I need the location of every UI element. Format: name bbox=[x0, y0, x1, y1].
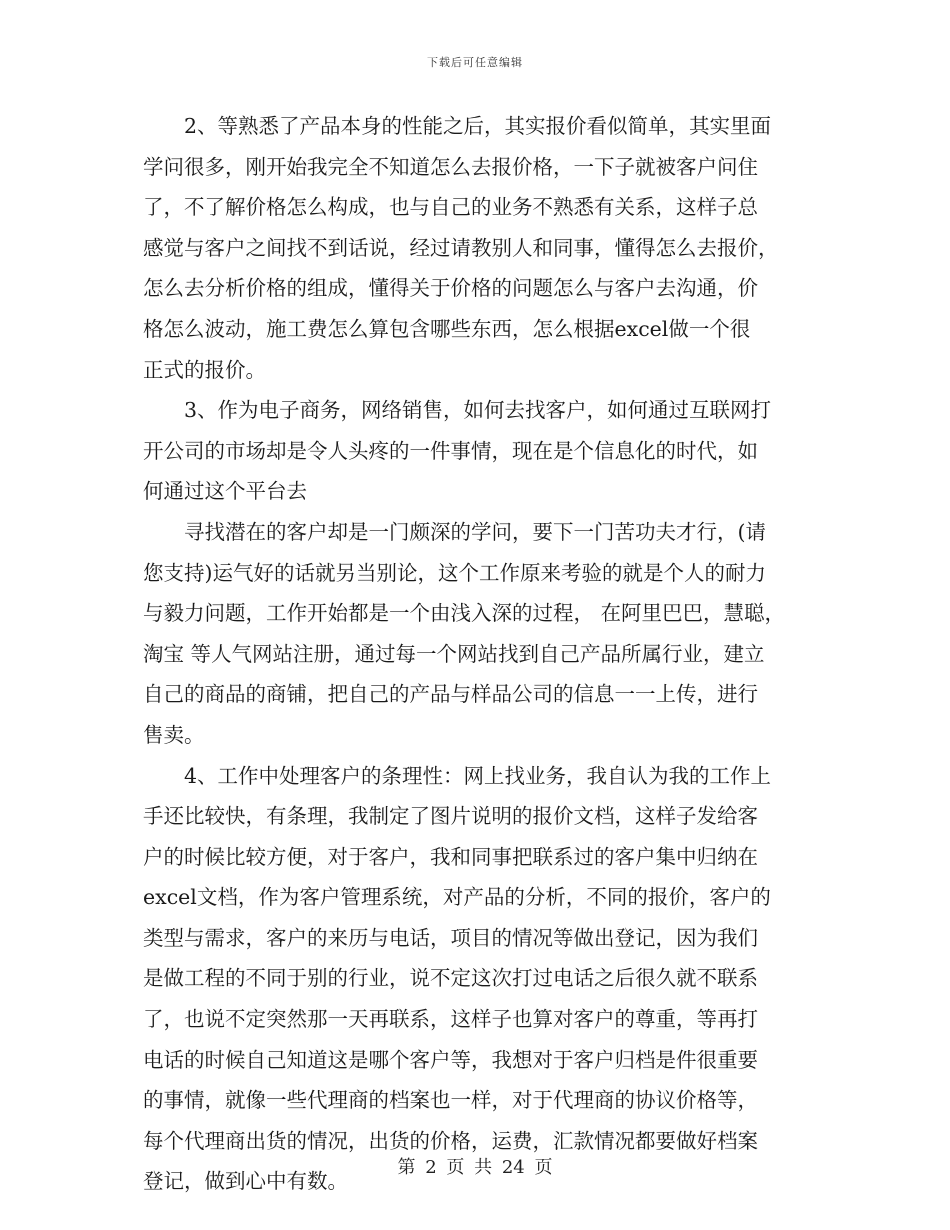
text-line: 类型与需求，客户的来历与电话，项目的情况等做出登记，因为我们 bbox=[143, 925, 758, 950]
text-line: 每个代理商出货的情况，出货的价格，运费，汇款情况都要做好档案 bbox=[143, 1128, 758, 1153]
text-line: 是做工程的不同于别的行业，说不定这次打过电话之后很久就不联系 bbox=[143, 966, 758, 991]
body-text bbox=[143, 106, 810, 1202]
page-footer: 第 2 页 共 24 页 bbox=[397, 1157, 553, 1178]
text-line: 登记，做到心中有数。 bbox=[143, 1169, 348, 1194]
text-line: excel文档，作为客户管理系统，对产品的分析，不同的报价，客户的 bbox=[143, 885, 771, 910]
text-line: 户的时候比较方便，对于客户，我和同事把联系过的客户集中归纳在 bbox=[143, 844, 758, 869]
text-line: 与毅力问题，工作开始都是一个由浅入深的过程， 在阿里巴巴，慧聪， bbox=[143, 601, 786, 626]
text-line: 淘宝 等人气网站注册，通过每一个网站找到自己产品所属行业，建立 bbox=[143, 641, 765, 666]
text-line: 开公司的市场却是令人头疼的一件事情，现在是个信息化的时代，如 bbox=[143, 438, 758, 463]
page-header: 下载后可任意编辑 bbox=[427, 56, 523, 69]
text-line: 电话的时候自己知道这是哪个客户等，我想对于客户归档是件很重要 bbox=[143, 1047, 758, 1072]
text-line: 4、工作中处理客户的条理性：网上找业务，我自认为我的工作上 bbox=[143, 763, 772, 788]
text-line: 怎么去分析价格的组成，懂得关于价格的问题怎么与客户去沟通，价 bbox=[143, 276, 758, 301]
text-line: 3、作为电子商务，网络销售，如何去找客户，如何通过互联网打 bbox=[143, 398, 772, 423]
text-line: 售卖。 bbox=[143, 722, 205, 747]
text-line: 自己的商品的商铺，把自己的产品与样品公司的信息一一上传，进行 bbox=[143, 682, 758, 707]
text-line: 正式的报价。 bbox=[143, 357, 266, 382]
text-line: 了，不了解价格怎么构成，也与自己的业务不熟悉有关系，这样子总 bbox=[143, 195, 758, 220]
text-line: 学问很多，刚开始我完全不知道怎么去报价格，一下子就被客户问住 bbox=[143, 154, 758, 179]
text-line: 格怎么波动，施工费怎么算包含哪些东西，怎么根据excel做一个很 bbox=[143, 316, 751, 341]
text-line: 您支持)运气好的话就另当别论，这个工作原来考验的就是个人的耐力 bbox=[143, 560, 766, 585]
text-line: 感觉与客户之间找不到话说，经过请教别人和同事，懂得怎么去报价， bbox=[143, 235, 779, 260]
text-line: 手还比较快，有条理，我制定了图片说明的报价文档，这样子发给客 bbox=[143, 804, 758, 829]
paragraph-block bbox=[143, 106, 810, 1202]
text-line: 2、等熟悉了产品本身的性能之后，其实报价看似简单，其实里面 bbox=[143, 114, 772, 138]
text-line: 何通过这个平台去 bbox=[143, 479, 307, 504]
text-line: 寻找潜在的客户却是一门颇深的学问，要下一门苦功夫才行，(请 bbox=[143, 519, 766, 544]
text-line: 了，也说不定突然那一天再联系，这样子也算对客户的尊重，等再打 bbox=[143, 1007, 758, 1032]
text-line: 的事情，就像一些代理商的档案也一样，对于代理商的协议价格等， bbox=[143, 1088, 758, 1113]
